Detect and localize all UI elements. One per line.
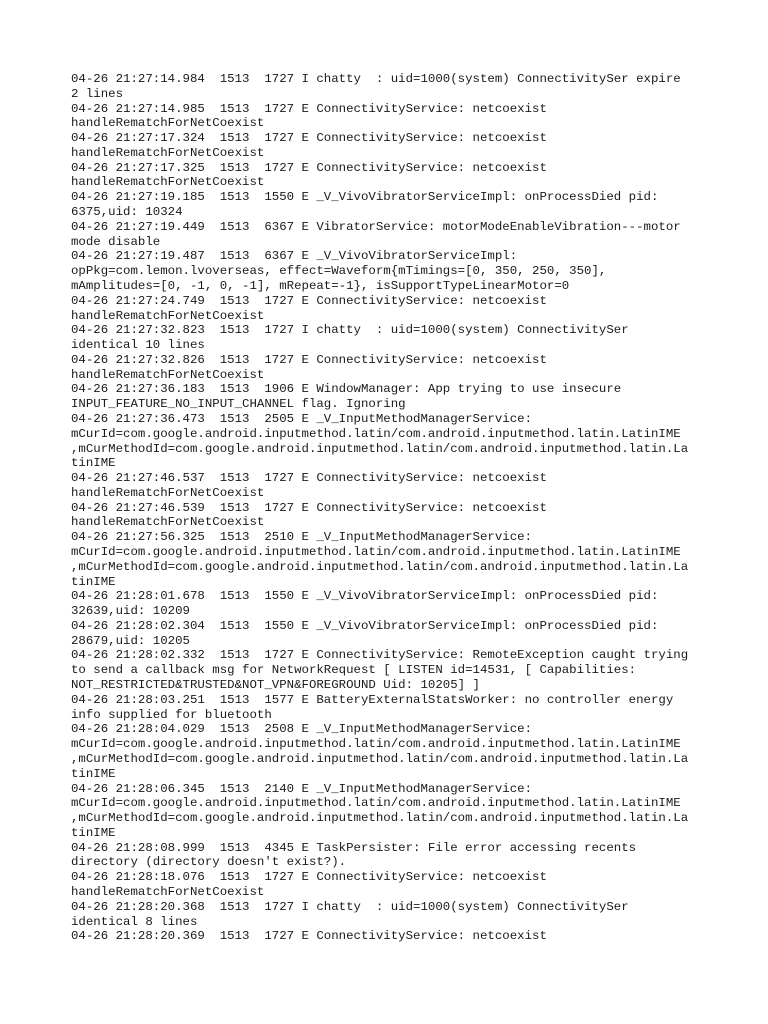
log-line: ,mCurMethodId=com.google.android.inputmethod.latin/com.android.inputmethod.latin.La: [71, 751, 689, 766]
log-line: opPkg=com.lemon.lvoverseas, effect=Waveform{mTimings=[0, 350, 250, 350],: [71, 264, 607, 279]
log-line: 04-26 21:27:56.325 1513 2510 E _V_InputMethodManagerService:: [71, 530, 533, 545]
log-line: 32639,uid: 10209: [71, 604, 190, 619]
log-line: ,mCurMethodId=com.google.android.inputmethod.latin/com.android.inputmethod.latin.La: [71, 811, 689, 826]
log-line: 04-26 21:27:17.325 1513 1727 E ConnectivityService: netcoexist: [71, 160, 547, 175]
log-line: 04-26 21:28:20.368 1513 1727 I chatty : uid=1000(system) ConnectivitySer: [71, 899, 629, 914]
log-line: 04-26 21:27:32.823 1513 1727 I chatty : uid=1000(system) ConnectivitySer: [71, 323, 629, 338]
log-line: 04-26 21:27:46.537 1513 1727 E ConnectivityService: netcoexist: [71, 471, 547, 486]
log-line: 04-26 21:27:19.449 1513 6367 E VibratorService: motorModeEnableVibration---motor: [71, 219, 681, 234]
log-line: 04-26 21:27:36.183 1513 1906 E WindowManager: App trying to use insecure: [71, 382, 622, 397]
log-line: 04-26 21:27:24.749 1513 1727 E ConnectivityService: netcoexist: [71, 293, 547, 308]
log-line: handleRematchForNetCoexist: [71, 367, 265, 382]
log-line: 04-26 21:27:46.539 1513 1727 E ConnectivityService: netcoexist: [71, 500, 547, 515]
log-line: mCurId=com.google.android.inputmethod.latin/com.android.inputmethod.latin.LatinIME: [71, 737, 681, 752]
log-line: 04-26 21:27:19.487 1513 6367 E _V_VivoVibratorServiceImpl:: [71, 249, 518, 264]
log-text: [71, 72, 751, 944]
log-line: identical 8 lines: [71, 914, 198, 929]
log-line: 04-26 21:28:01.678 1513 1550 E _V_VivoVibratorServiceImpl: onProcessDied pid:: [71, 589, 659, 604]
log-line: handleRematchForNetCoexist: [71, 485, 265, 500]
log-line: tinIME: [71, 574, 116, 589]
log-line: to send a callback msg for NetworkRequest [ LISTEN id=14531, [ Capabilities:: [71, 663, 637, 678]
log-line: handleRematchForNetCoexist: [71, 308, 265, 323]
log-line: 2 lines: [71, 86, 124, 101]
log-line: 04-26 21:28:02.332 1513 1727 E ConnectivityService: RemoteException caught trying: [71, 648, 689, 663]
log-line: handleRematchForNetCoexist: [71, 145, 265, 160]
log-line: mCurId=com.google.android.inputmethod.latin/com.android.inputmethod.latin.LatinIME: [71, 545, 681, 559]
log-line: 04-26 21:28:06.345 1513 2140 E _V_InputMethodManagerService:: [71, 781, 533, 796]
log-line: info supplied for bluetooth: [71, 707, 272, 722]
log-line: 04-26 21:27:19.185 1513 1550 E _V_VivoVibratorServiceImpl: onProcessDied pid:: [71, 190, 659, 205]
log-line: 6375,uid: 10324: [71, 205, 183, 220]
log-line: 04-26 21:27:36.473 1513 2505 E _V_InputMethodManagerService:: [71, 411, 533, 426]
log-line: ,mCurMethodId=com.google.android.inputmethod.latin/com.android.inputmethod.latin.La: [71, 559, 689, 574]
log-line: 04-26 21:28:20.369 1513 1727 E ConnectivityService: netcoexist: [71, 929, 547, 944]
log-line: INPUT_FEATURE_NO_INPUT_CHANNEL flag. Ignoring: [71, 397, 406, 412]
log-line: 04-26 21:28:08.999 1513 4345 E TaskPersister: File error accessing recents: [71, 840, 637, 855]
log-line: 04-26 21:27:14.985 1513 1727 E ConnectivityService: netcoexist: [71, 101, 547, 116]
log-line: mode disable: [71, 234, 161, 249]
log-line: handleRematchForNetCoexist: [71, 515, 265, 530]
log-line: tinIME: [71, 825, 116, 840]
log-line: tinIME: [71, 766, 116, 781]
log-line: handleRematchForNetCoexist: [71, 884, 265, 899]
log-line: 04-26 21:28:02.304 1513 1550 E _V_VivoVibratorServiceImpl: onProcessDied pid:: [71, 618, 659, 633]
log-line: 04-26 21:27:17.324 1513 1727 E ConnectivityService: netcoexist: [71, 131, 547, 146]
log-line: 04-26 21:27:14.984 1513 1727 I chatty : uid=1000(system) ConnectivitySer expire: [71, 72, 681, 86]
log-line: ,mCurMethodId=com.google.android.inputmethod.latin/com.android.inputmethod.latin.La: [71, 441, 689, 456]
log-line: handleRematchForNetCoexist: [71, 175, 265, 190]
log-line: mAmplitudes=[0, -1, 0, -1], mRepeat=-1}, isSupportTypeLinearMotor=0: [71, 278, 570, 293]
log-line: 28679,uid: 10205: [71, 633, 190, 648]
log-line: 04-26 21:27:32.826 1513 1727 E ConnectivityService: netcoexist: [71, 352, 547, 367]
log-line: tinIME: [71, 456, 116, 471]
log-line: mCurId=com.google.android.inputmethod.latin/com.android.inputmethod.latin.LatinIME: [71, 796, 681, 811]
log-line: mCurId=com.google.android.inputmethod.latin/com.android.inputmethod.latin.LatinIME: [71, 426, 681, 441]
log-line: handleRematchForNetCoexist: [71, 116, 265, 131]
log-line: 04-26 21:28:18.076 1513 1727 E ConnectivityService: netcoexist: [71, 870, 547, 885]
log-line: identical 10 lines: [71, 338, 205, 353]
log-line: 04-26 21:28:03.251 1513 1577 E BatteryExternalStatsWorker: no controller energy: [71, 692, 674, 707]
log-line: directory (directory doesn't exist?).: [71, 855, 347, 870]
log-line: 04-26 21:28:04.029 1513 2508 E _V_InputMethodManagerService:: [71, 722, 533, 737]
log-line: NOT_RESTRICTED&TRUSTED&NOT_VPN&FOREGROUND Uid: 10205] ]: [71, 678, 480, 693]
